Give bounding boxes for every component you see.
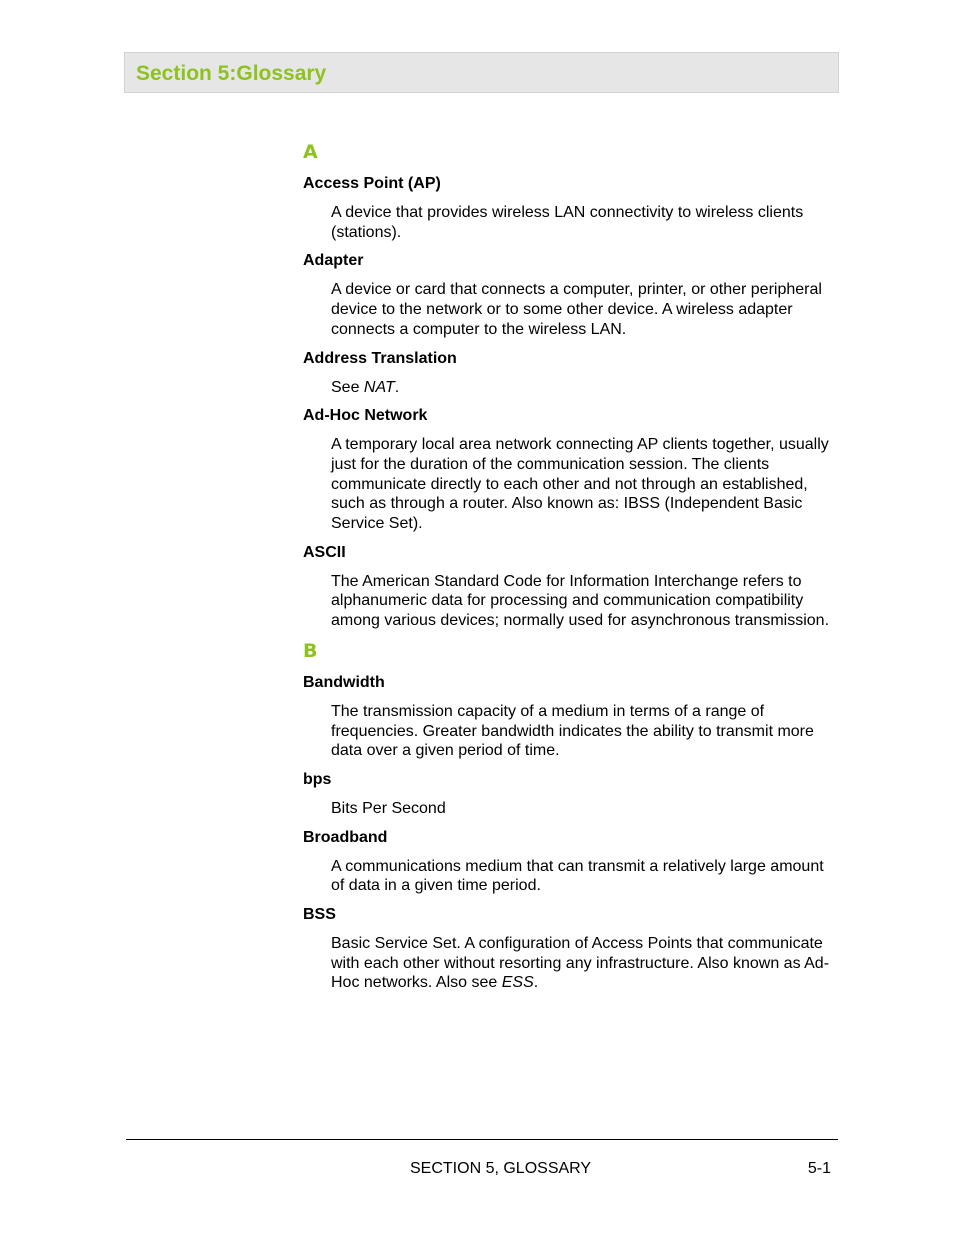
glossary-definition	[331, 857, 831, 896]
glossary-term: Ad-Hoc Network	[303, 407, 428, 425]
glossary-term: Address Translation	[303, 349, 457, 367]
glossary-term: ASCII	[303, 543, 346, 561]
cross-reference: ESS	[501, 974, 534, 992]
glossary-entry-ascii	[303, 543, 843, 631]
section-header	[124, 52, 839, 93]
glossary-definition	[331, 934, 831, 993]
glossary-entry-bss	[303, 905, 843, 993]
footer-section-label: SECTION 5, GLOSSARY	[410, 1160, 592, 1177]
glossary-definition	[331, 435, 831, 534]
glossary-entry-adapter	[303, 251, 843, 339]
cross-reference: NAT	[363, 378, 395, 396]
page-title: Section 5:Glossary	[136, 62, 327, 85]
definition-text: A communications medium that can transmit a relatively large amount of data in a given time period.	[331, 857, 824, 895]
definition-text: A device that provides wireless LAN connectivity to wireless clients (stations).	[331, 204, 804, 241]
definition-text: Basic Service Set. A configuration of Access Points that communicate with each other without resorting any infrastructure. Also known as Ad-Hoc networks. Also see	[331, 935, 830, 992]
definition-text: .	[533, 974, 539, 992]
glossary-letter-a: A	[303, 141, 318, 163]
glossary-entry-ad-hoc-network	[303, 406, 843, 534]
glossary-term: BSS	[303, 906, 336, 924]
glossary-letter-b: B	[303, 639, 318, 662]
glossary-entry-address-translation	[303, 349, 843, 398]
definition-text: .	[394, 378, 400, 396]
glossary-term: Access Point (AP)	[303, 175, 441, 192]
footer-divider	[126, 1139, 838, 1140]
definition-text: A temporary local area network connecting AP clients together, usually just for the duration of the communication session. The clients communicate directly to each other and not through an established, such as through a router. Also known as: IBSS (Independent Basic Service Set).	[331, 436, 829, 533]
page-number: 5-1	[807, 1160, 831, 1177]
glossary-definition	[331, 378, 831, 398]
glossary-group-b	[303, 640, 843, 993]
glossary-term: Adapter	[303, 252, 364, 270]
glossary-definition	[331, 572, 831, 631]
glossary-definition	[331, 799, 831, 819]
definition-text: The American Standard Code for Information Interchange refers to alphanumeric data for processing and communication compatibility among various devices; normally used for asynchronous transmission.	[331, 572, 830, 630]
glossary-entry-broadband	[303, 828, 843, 896]
glossary-definition	[331, 280, 831, 339]
glossary-group-a	[303, 141, 843, 631]
definition-text: Bits Per Second	[331, 799, 446, 817]
glossary-definition	[331, 203, 831, 242]
definition-text: See	[331, 378, 364, 396]
definition-text: A device or card that connects a computer, printer, or other peripheral device to the network or to some other device. A wireless adapter connects a computer to the wireless LAN.	[331, 281, 822, 338]
definition-text: The transmission capacity of a medium in terms of a range of frequencies. Greater bandwidth indicates the ability to transmit more data over a given period of time.	[331, 702, 814, 760]
glossary-term: Broadband	[303, 828, 388, 846]
glossary-definition	[331, 702, 831, 761]
glossary-entry-access-point	[303, 174, 843, 242]
glossary	[303, 140, 843, 1002]
glossary-term: Bandwidth	[303, 673, 385, 691]
glossary-term: bps	[303, 770, 332, 788]
glossary-entry-bps	[303, 770, 843, 819]
glossary-entry-bandwidth	[303, 673, 843, 761]
